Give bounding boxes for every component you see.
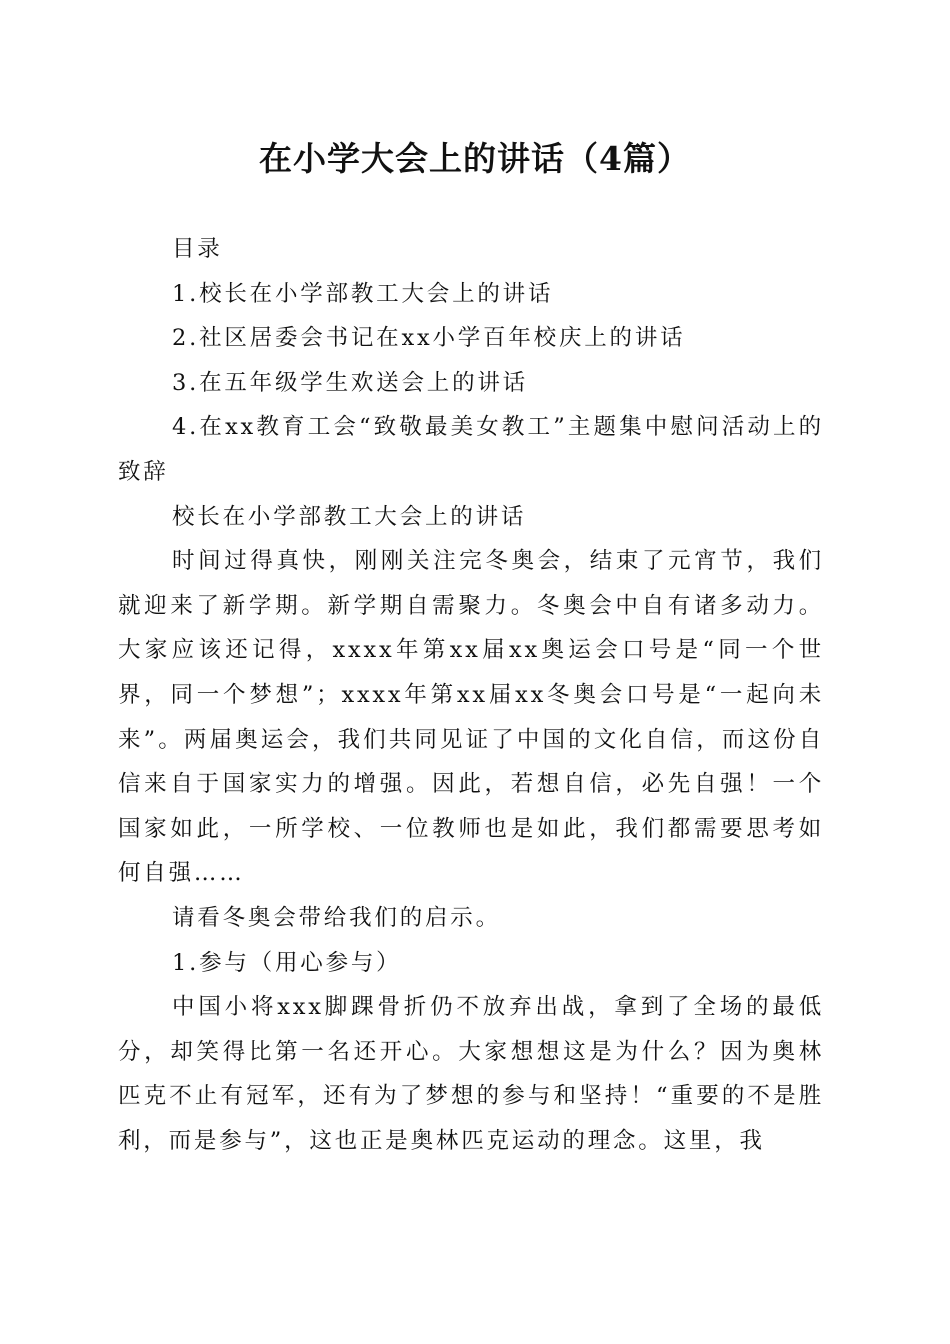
paragraph-2: 请看冬奥会带给我们的启示。 <box>172 904 501 931</box>
document-title: 在小学大会上的讲话（4篇） <box>259 139 691 178</box>
toc-item-4: 4.在xx教育工会“致敬最美女教工”主题集中慰问活动上的致辞 <box>118 414 824 485</box>
toc-item-1: 1.校长在小学部教工大会上的讲话 <box>172 280 554 307</box>
paragraph-3: 1.参与（用心参与） <box>172 949 402 976</box>
section-title: 校长在小学部教工大会上的讲话 <box>172 503 527 530</box>
toc-item-2: 2.社区居委会书记在xx小学百年校庆上的讲话 <box>172 325 686 352</box>
paragraph-1: 时间过得真快，刚刚关注完冬奥会，结束了元宵节，我们就迎来了新学期。新学期自需聚力。冬奥会中自有诸多动力。大家应该还记得，xxxx年第xx届xx奥运会口号是“同一个世界，同一个梦想”；xxxx年第xx届xx冬奥会口号是“一起向未来”。两届奥运会，我们共同见证了中国的文化自信，而这份自信来自于国家实力的增强。因此，若想自信，必先自强！一个国家如此，一所学校、一位教师也是如此，我们都需要思考如何自强…… <box>118 548 824 887</box>
paragraph-4: 中国小将xxx脚踝骨折仍不放弃出战，拿到了全场的最低分，却笑得比第一名还开心。大家想想这是为什么？因为奥林匹克不止有冠军，还有为了梦想的参与和坚持！“重要的不是胜利，而是参与”，这也正是奥林匹克运动的理念。这里，我 <box>118 994 824 1154</box>
toc-item-3: 3.在五年级学生欢送会上的讲话 <box>172 369 528 396</box>
toc-heading: 目录 <box>172 236 223 262</box>
document-body <box>118 227 824 1163</box>
